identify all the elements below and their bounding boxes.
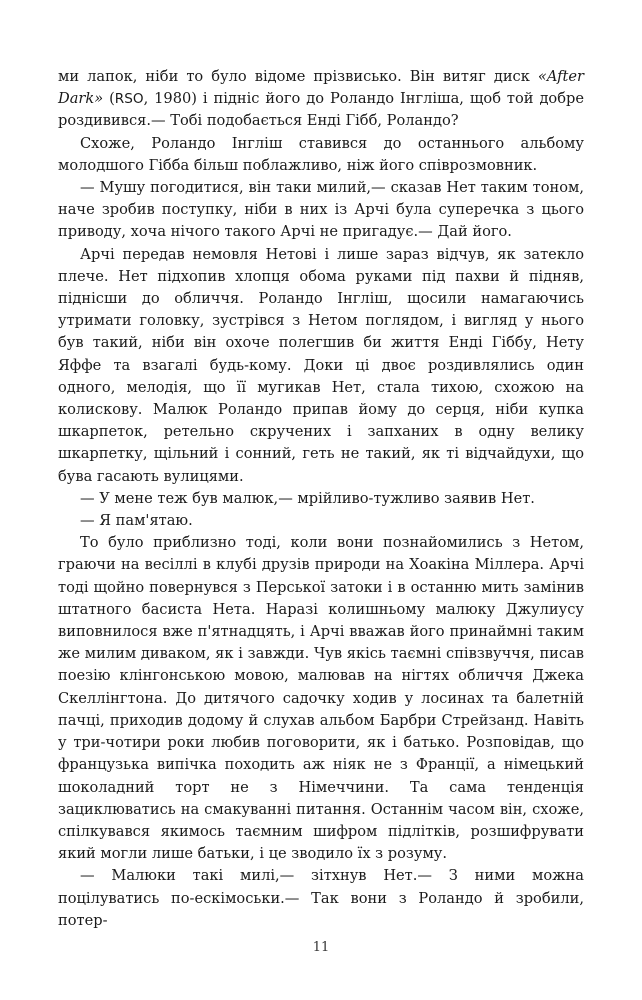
paragraph: — Малюки такі милі,— зітхнув Нет.— З ними можна поцілуватись по-ескімоськи.— Так вони з Роландо й зробили, потер- bbox=[58, 867, 584, 929]
paragraph: — Я пам'ятаю. bbox=[80, 512, 193, 530]
paragraph: Арчі передав немовля Нетові і лише зараз відчув, як затекло плече. Нет підхопив хлопця обома руками під пахви й підняв, піднісши до обличчя. Роландо Інгліш, щосили намагаючись утримати головку, зустрівся з Нетом поглядом, і вигляд у нього був такий, ніби він охоче полегшив би життя Енді Гіббу, Нету Яффе та взагалі будь-кому. Доки ці двоє роздивлялись один одного, мелодія, що її мугикав Нет, стала тихою, схожою на колискову. Малюк Роландо припав йому до серця, ніби купка шкарпеток, ретельно скручених і запханих в одну велику шкарпетку, щільний і сонний, геть не такий, як ті відчайдухи, що бува гасають вулицями. bbox=[58, 245, 584, 485]
record-label: RSO bbox=[114, 91, 144, 108]
paragraph: — Мушу погодитися, він таки милий,— сказав Нет таким тоном, наче зробив поступку, ніби в них із Арчі була суперечка з цього приводу, хоча нічого такого Арчі не пригадує.— Дай його. bbox=[58, 179, 584, 241]
book-page-text bbox=[58, 66, 584, 932]
text-run: , 1980) bbox=[143, 90, 197, 108]
text-run: ми лапок, ніби то було відоме прізвисько. Він витяг диск bbox=[58, 68, 538, 85]
paragraph bbox=[58, 66, 584, 133]
text-run: і підніс його до Роландо Інгліша, щоб той добре роздивився.— Тобі подобається Енді Гібб, Роландо? bbox=[58, 90, 584, 130]
paragraph: То було приблизно тоді, коли вони познайомились з Нетом, граючи на весіллі в клубі друзів природи на Хоакіна Міллера. Арчі тоді щойно повернувся з Перської затоки і в останню мить замінив штатного басиста Нета. Наразі колишньому малюку Джулиусу виповнилося вже п'ятнадцять, і Арчі вважав його принаймні таким же милим диваком, як і завжди. Чув якісь таємні співзвуччя, писав поезію клінгонською мовою, малював на нігтях обличчя Джека Скеллінгтона. До дитячого садочку ходив у лосинах та балетній пачці, приходив додому й слухав альбом Барбри Стрейзанд. Навіть у три-чотири роки любив поговорити, як і батько. Розповідав, що французька випічка походить аж ніяк не з Франції, а німецький шоколадний торт не з Німеччини. Та сама тенденція зациклюватись на смакуванні питання. Останнім часом він, схоже, спілкувався якимось таємним шифром підлітків, розшифрувати який могли лише батьки, і це зводило їх з розуму. bbox=[58, 534, 584, 863]
album-title: «After Dark» bbox=[58, 68, 584, 108]
page-number: 11 bbox=[312, 940, 330, 955]
paragraph: Схоже, Роландо Інгліш ставився до останнього альбому молодшого Гібба більш поблажливо, ніж його співрозмовник. bbox=[58, 134, 584, 174]
text-run: ( bbox=[103, 90, 115, 108]
paragraph: — У мене теж був малюк,— мрійливо-тужливо заявив Нет. bbox=[80, 489, 535, 507]
